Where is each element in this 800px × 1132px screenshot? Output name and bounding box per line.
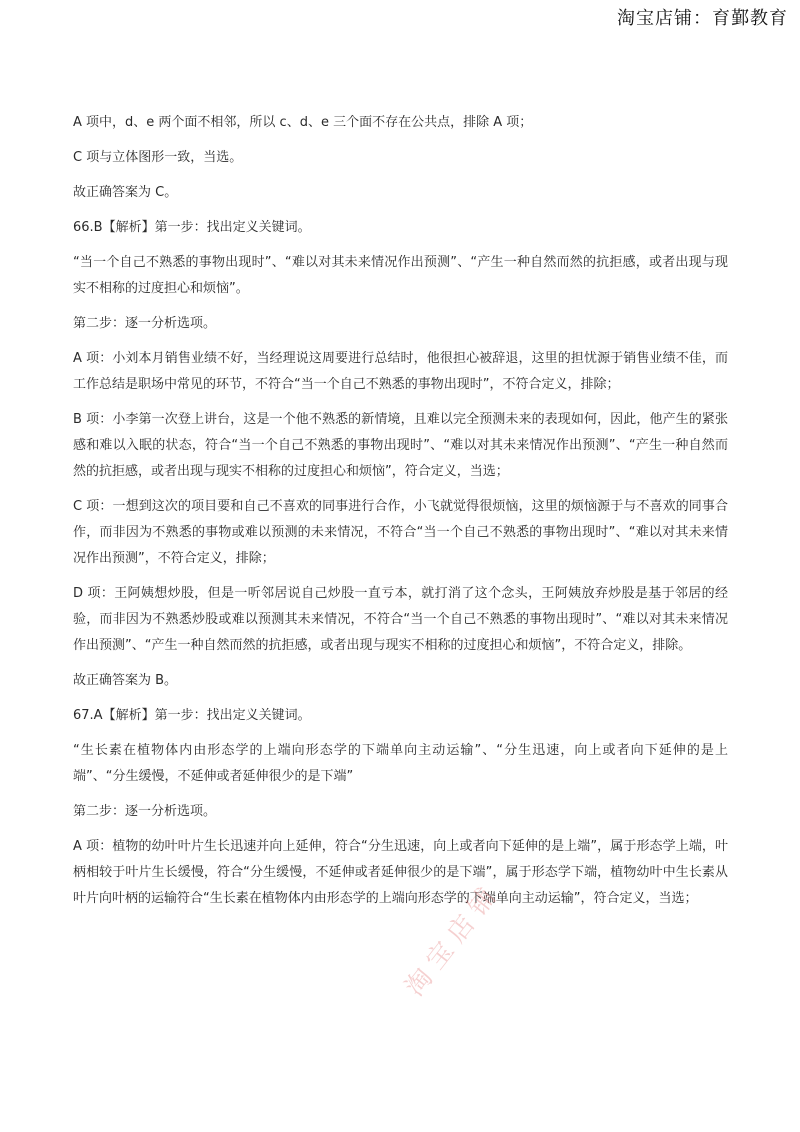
question-66-keywords: “当一个自己不熟悉的事物出现时”、“难以对其未来情况作出预测”、“产生一种自然而然的抗拒感，或者出现与现实不相称的过度担心和烦恼”。 (73, 255, 728, 296)
question-67-keywords: “生长素在植物体内由形态学的上端向形态学的下端单向主动运输”、“分生迅速，向上或者向下延伸的是上端”、“分生缓慢，不延伸或者延伸很少的是下端” (73, 743, 728, 784)
paragraph-a-option-cube: A 项中，d、e 两个面不相邻，所以 c、d、e 三个面不存在公共点，排除 A 项； (73, 115, 533, 130)
question-66-step-two: 第二步：逐一分析选项。 (73, 316, 217, 331)
question-67-step-two: 第二步：逐一分析选项。 (73, 804, 217, 819)
paragraph-answer-65: 故正确答案为 C。 (73, 185, 178, 200)
question-67-heading: 67.A【解析】第一步：找出定义关键词。 (73, 708, 311, 723)
question-66-option-c: C 项：一想到这次的项目要和自己不喜欢的同事进行合作，小飞就觉得很烦恼，这里的烦恼源于与不喜欢的同事合作，而非因为不熟悉的事物或难以预测的未来情况，不符合“当一个自己不熟悉的事物出现时”、“难以对其未来情况作出预测”，不符合定义，排除； (73, 499, 728, 566)
paragraph-c-option-cube: C 项与立体图形一致，当选。 (73, 150, 243, 165)
question-66-option-a: A 项：小刘本月销售业绩不好，当经理说这周要进行总结时，他很担心被辞退，这里的担忧源于销售业绩不佳，而工作总结是职场中常见的环节，不符合“当一个自己不熟悉的事物出现时”，不符合定义，排除； (73, 351, 728, 392)
question-66-option-b: B 项：小李第一次登上讲台，这是一个他不熟悉的新情境，且难以完全预测未来的表现如何，因此，他产生的紧张感和难以入眠的状态，符合“当一个自己不熟悉的事物出现时”、“难以对其未来情况作出预测”、“产生一种自然而然的抗拒感，或者出现与现实不相称的过度担心和烦恼”，符合定义，当选； (73, 412, 728, 479)
shop-watermark: 淘宝店铺 (399, 876, 508, 1003)
question-66-option-d: D 项：王阿姨想炒股，但是一听邻居说自己炒股一直亏本，就打消了这个念头，王阿姨放弃炒股是基于邻居的经验，而非因为不熟悉炒股或难以预测其未来情况，不符合“当一个自己不熟悉的事物出现时”、“难以对其未来情况作出预测”、“产生一种自然而然的抗拒感，或者出现与现实不相称的过度担心和烦恼”，不符合定义，排除。 (73, 586, 728, 653)
document-body (73, 110, 728, 921)
paragraph-answer-66: 故正确答案为 B。 (73, 673, 178, 688)
question-66-heading: 66.B【解析】第一步：找出定义关键词。 (73, 220, 311, 235)
question-67-option-a: A 项：植物的幼叶叶片生长迅速并向上延伸，符合“分生迅速，向上或者向下延伸的是上端”，属于形态学上端，叶柄相较于叶片生长缓慢，符合“分生缓慢，不延伸或者延伸很少的是下端”，属于形态学下端，植物幼叶中生长素从叶片向叶柄的运输符合“生长素在植物体内由形态学的上端向形态学的下端单向主动运输”，符合定义，当选； (73, 839, 728, 906)
shop-header: 淘宝店铺：育鄞教育 (617, 8, 788, 29)
